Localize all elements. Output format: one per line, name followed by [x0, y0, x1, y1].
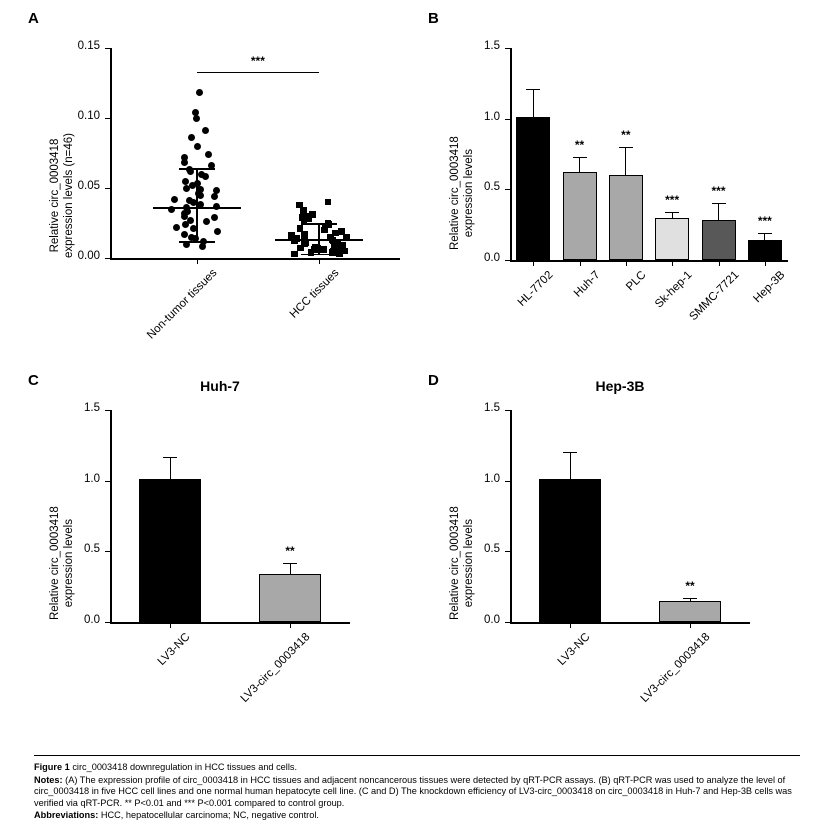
- panel-c-ytick: [105, 551, 110, 552]
- panel-a-data-point: [325, 199, 332, 206]
- panel-b-significance: ***: [757, 214, 772, 229]
- panel-a-data-point: [188, 134, 195, 141]
- panel-a-xtick: [197, 259, 198, 264]
- panel-a-data-point: [181, 231, 188, 238]
- panel-c-ytick-label: 0.5: [84, 543, 100, 556]
- panel-a-sd-lower: [196, 208, 198, 242]
- panel-b-errorbar-cap: [712, 203, 726, 204]
- panel-b-x-axis: [510, 260, 788, 262]
- caption-notes-label: Notes:: [34, 774, 63, 785]
- panel-c-xtick: [290, 623, 291, 628]
- panel-b-ytick: [505, 189, 510, 190]
- panel-b-ytick: [505, 119, 510, 120]
- panel-c-ylabel-line1: Relative circ_0003418: [49, 506, 61, 620]
- panel-b-xtick-label: Sk-hep-1: [653, 269, 695, 311]
- panel-c-y-axis: [110, 410, 112, 622]
- panel-a-data-point: [202, 173, 209, 180]
- panel-a-data-point: [211, 193, 218, 200]
- panel-d-xtick: [690, 623, 691, 628]
- panel-a-ytick-label: 0.00: [77, 250, 100, 262]
- panel-c-letter: C: [28, 372, 39, 389]
- panel-d-bar: [659, 601, 721, 622]
- panel-a-ylabel-line1: Relative circ_0003418: [49, 138, 61, 253]
- panel-a-ytick: [105, 188, 110, 189]
- panel-a-data-point: [203, 218, 210, 225]
- panel-a-significance-line: [197, 72, 319, 74]
- panel-c-significance: **: [285, 543, 295, 558]
- panel-a-significance-label: ***: [250, 53, 265, 68]
- panel-a-data-point: [181, 159, 188, 166]
- panel-d-errorbar: [570, 452, 571, 479]
- panel-c-ytick: [105, 481, 110, 482]
- panel-c-title: Huh-7: [200, 378, 240, 394]
- panel-b-bar: [609, 175, 643, 260]
- panel-a-data-point: [205, 151, 212, 158]
- caption-abbrev: [34, 810, 804, 822]
- caption-title-label: Figure 1: [34, 762, 70, 772]
- panel-b-bar: [748, 240, 782, 260]
- panel-b-bar: [516, 117, 550, 260]
- panel-c-xtick: [170, 623, 171, 628]
- panel-b-y-axis: [510, 48, 512, 260]
- panel-b-significance: ***: [665, 192, 680, 207]
- panel-d-ytick-label: 0.0: [484, 614, 500, 626]
- panel-b-xtick: [533, 261, 534, 266]
- panel-b-errorbar: [718, 203, 719, 220]
- caption-notes: [34, 775, 804, 810]
- panel-d-xtick-label: LV3-circ_0003418: [638, 631, 713, 705]
- panel-b-xtick: [580, 261, 581, 266]
- panel-b-ytick-label: 0.0: [484, 252, 500, 264]
- panel-a-sd-cap: [301, 254, 337, 256]
- panel-a-data-point: [197, 192, 204, 199]
- panel-a-data-point: [321, 227, 328, 234]
- panel-b-xtick-label: PLC: [624, 269, 649, 294]
- panel-a-data-point: [291, 251, 298, 258]
- panel-d-significance: **: [685, 578, 695, 593]
- panel-c-errorbar: [170, 457, 171, 480]
- panel-b-errorbar: [579, 157, 580, 173]
- panel-c-bar: [259, 574, 321, 622]
- panel-a-data-point: [189, 182, 196, 189]
- panel-a-ylabel-line2: expression levels (n=46): [63, 133, 75, 258]
- panel-a-xtick-label: HCC tissues: [287, 267, 342, 321]
- panel-a-data-point: [173, 224, 180, 231]
- panel-c-ytick: [105, 410, 110, 411]
- panel-d-xtick: [570, 623, 571, 628]
- panel-c-ylabel-line2: expression levels: [63, 519, 75, 608]
- panel-d-letter: D: [428, 372, 439, 389]
- panel-c-xtick-label: LV3-circ_0003418: [238, 631, 313, 705]
- panel-d-x-axis: [510, 622, 750, 624]
- panel-b-significance: **: [621, 127, 631, 142]
- panel-c-errorbar: [290, 563, 291, 574]
- panel-d-ylabel-line1: Relative circ_0003418: [449, 506, 461, 620]
- panel-b-bar: [563, 172, 597, 260]
- panel-a-ytick: [105, 118, 110, 119]
- panel-b-xtick-label: Huh-7: [571, 269, 602, 300]
- caption-divider: [34, 755, 800, 756]
- panel-b-errorbar-cap: [526, 89, 540, 90]
- panel-b-errorbar: [764, 233, 765, 240]
- panel-a-xtick-label: Non-tumor tissues: [145, 267, 220, 342]
- panel-b-xtick: [626, 261, 627, 266]
- panel-d-xtick-label: LV3-NC: [555, 631, 593, 668]
- panel-a-sd-upper: [318, 223, 320, 240]
- panel-b-bar: [702, 220, 736, 260]
- panel-d-y-axis: [510, 410, 512, 622]
- panel-b-ytick-label: 0.5: [484, 181, 500, 194]
- panel-c-ytick-label: 1.0: [84, 472, 100, 485]
- panel-d-ytick: [505, 622, 510, 623]
- panel-b-bar: [655, 218, 689, 260]
- panel-a-sd-lower: [318, 240, 320, 254]
- panel-a-letter: A: [28, 10, 39, 27]
- panel-a-data-point: [183, 185, 190, 192]
- panel-d-ytick-label: 1.0: [484, 472, 500, 485]
- panel-b-errorbar-cap: [573, 157, 587, 158]
- panel-a-ytick: [105, 48, 110, 49]
- panel-a-sd-cap: [179, 168, 215, 170]
- panel-b-errorbar: [533, 89, 534, 117]
- panel-a-data-point: [194, 143, 201, 150]
- panel-b-errorbar-cap: [758, 233, 772, 234]
- panel-d-ylabel-line2: expression levels: [463, 519, 475, 608]
- panel-a-data-point: [182, 221, 189, 228]
- panel-a-data-point: [182, 178, 189, 185]
- panel-b-letter: B: [428, 10, 439, 27]
- panel-a-ytick-label: 0.10: [77, 110, 100, 122]
- panel-a-xtick: [319, 259, 320, 264]
- panel-d-ylabel: [448, 506, 476, 620]
- panel-b-errorbar-cap: [665, 212, 679, 213]
- panel-d-title: Hep-3B: [595, 378, 645, 394]
- figure-caption: [34, 762, 804, 823]
- panel-a-data-point: [193, 115, 200, 122]
- panel-b-significance: **: [574, 137, 585, 152]
- panel-a-data-point: [211, 214, 218, 221]
- panel-d-errorbar-cap: [563, 452, 577, 453]
- panel-b-xtick-label: Hep-3B: [751, 269, 788, 306]
- panel-d-ytick-label: 0.5: [484, 543, 500, 556]
- panel-b-errorbar-cap: [619, 147, 633, 148]
- panel-a-data-point: [171, 196, 178, 203]
- panel-a-data-point: [199, 243, 206, 250]
- panel-a-data-point: [196, 89, 203, 96]
- panel-a-ytick-label: 0.15: [77, 40, 100, 52]
- panel-b-xtick-label: SMMC-7721: [686, 269, 741, 324]
- panel-b-errorbar: [625, 147, 626, 175]
- panel-c-x-axis: [110, 622, 350, 624]
- panel-d-ytick: [505, 551, 510, 552]
- panel-c-ytick-label: 0.0: [84, 614, 100, 626]
- panel-a-y-axis: [110, 48, 112, 258]
- panel-b-ytick-label: 1.0: [484, 110, 500, 123]
- panel-c-ytick: [105, 622, 110, 623]
- panel-d-ytick: [505, 410, 510, 411]
- panel-d-errorbar-cap: [683, 598, 697, 599]
- panel-b-ylabel-line1: Relative circ_0003418: [449, 136, 461, 250]
- panel-a-sd-upper: [196, 168, 198, 207]
- panel-a-sd-cap: [301, 223, 337, 225]
- panel-a-ytick: [105, 258, 110, 259]
- panel-a-data-point: [214, 228, 221, 235]
- panel-d-bar: [539, 479, 601, 622]
- panel-b-ytick: [505, 260, 510, 261]
- panel-b-ytick: [505, 48, 510, 49]
- caption-abbrev-label: Abbreviations:: [34, 810, 99, 821]
- panel-b-xtick: [765, 261, 766, 266]
- caption-notes-text: (A) The expression profile of circ_0003418 in HCC tissues and adjacent noncancerous tissues were detected by qRT-PCR assays. (B) qRT-PCR was used to analyze the level of circ_0003418 in five HCC cell lines and one normal human hepatocyte cell line. (C and D) The knockdown efficiency of LV3-circ_0003418 on circ_0003418 in Huh-7 and Hep-3B cells was verified via qRT-PCR. ** P<0.01 and *** P<0.001 compared to control group.: [34, 774, 792, 808]
- caption-title-text: circ_0003418 downregulation in HCC tissues and cells.: [72, 762, 298, 772]
- panel-b-ylabel-line2: expression levels: [463, 149, 475, 238]
- panel-c-bar: [139, 479, 201, 622]
- panel-c-ytick-label: 1.5: [84, 402, 100, 414]
- panel-a-ytick-label: 0.05: [77, 180, 100, 192]
- caption-title: [34, 762, 804, 774]
- panel-a-data-point: [202, 127, 209, 134]
- panel-a-data-point: [297, 245, 304, 252]
- panel-b-significance: ***: [711, 184, 726, 199]
- panel-c-errorbar-cap: [163, 457, 177, 458]
- panel-d-ytick-label: 1.5: [484, 402, 500, 414]
- panel-a-ylabel: [48, 133, 76, 258]
- panel-d-ytick: [505, 481, 510, 482]
- panel-a-x-axis: [110, 258, 400, 260]
- panel-a-sd-cap: [179, 241, 215, 243]
- panel-c-ylabel: [48, 506, 76, 620]
- panel-a-data-point: [320, 246, 327, 253]
- panel-b-xtick: [672, 261, 673, 266]
- panel-c-xtick-label: LV3-NC: [155, 631, 193, 668]
- panel-b-xtick-label: HL-7702: [515, 269, 556, 309]
- panel-c-errorbar-cap: [283, 563, 297, 564]
- panel-a-data-point: [336, 251, 343, 258]
- panel-b-xtick: [719, 261, 720, 266]
- panel-b-ytick-label: 1.5: [484, 40, 500, 52]
- caption-abbrev-text: HCC, hepatocellular carcinoma; NC, negative control.: [100, 810, 319, 821]
